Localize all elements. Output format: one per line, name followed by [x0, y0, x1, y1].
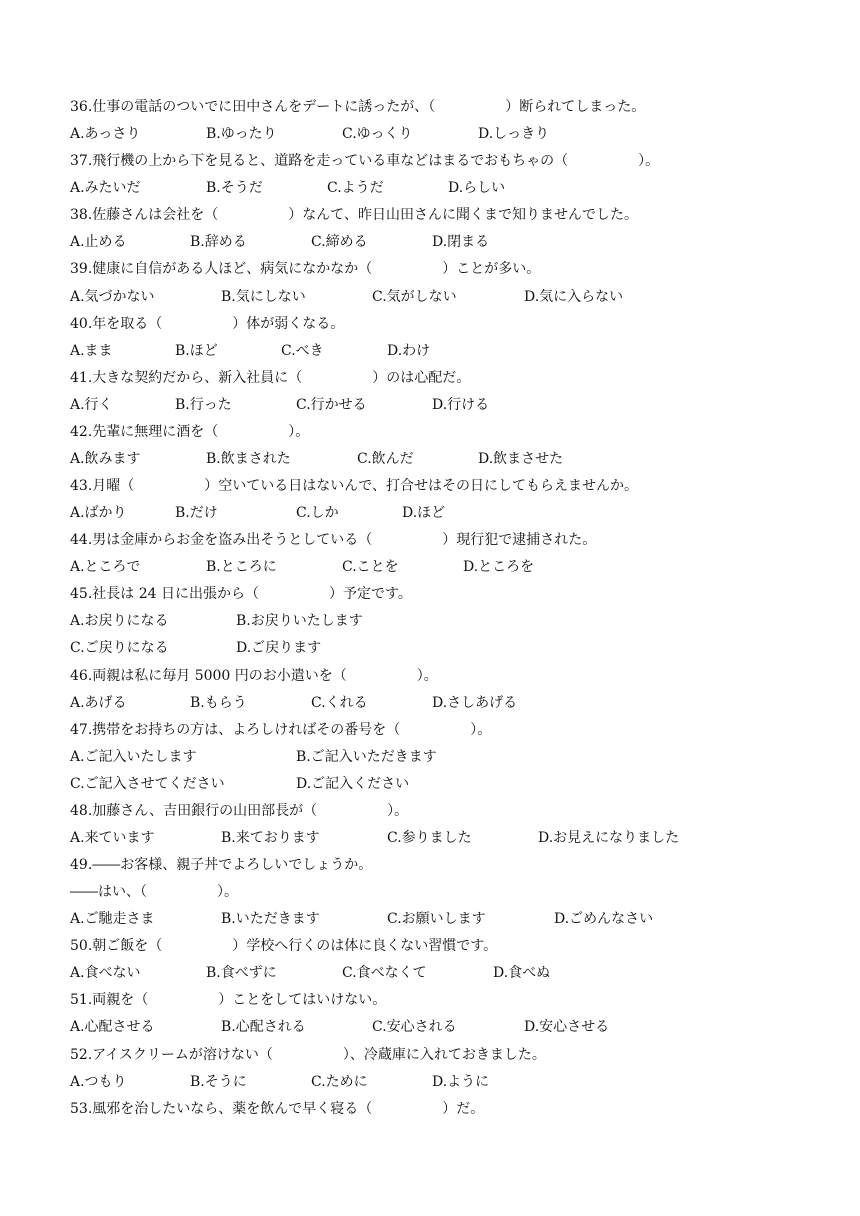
answer-option: A.ばかり: [70, 505, 127, 522]
answer-option: C.安心される: [372, 1019, 457, 1036]
answer-option: A.来ています: [70, 829, 155, 846]
answer-option: C.ゆっくり: [342, 126, 413, 143]
answer-option: B.心配される: [221, 1019, 306, 1036]
answer-option: B.辞める: [190, 234, 247, 251]
answer-option: C.ご記入させてください: [70, 775, 225, 792]
answer-option: A.ご記入いたします: [70, 748, 197, 765]
answer-option: D.わけ: [387, 342, 431, 359]
question-text: 53.風邪を治したいなら、薬を飲んで早く寝る（ ）だ。: [70, 1100, 485, 1117]
answer-option: B.ほど: [175, 342, 218, 359]
answer-option: B.そうだ: [206, 180, 263, 197]
question-text: 50.朝ご飯を（ ）学校へ行くのは体に良くない習慣です。: [70, 938, 498, 955]
question-text: 42.先輩に無理に酒を（ ）。: [70, 423, 310, 440]
answer-option: B.そうに: [190, 1073, 247, 1090]
question-text: 51.両親を（ ）ことをしてはいけない。: [70, 992, 387, 1009]
answer-option: D.気に入らない: [524, 288, 624, 305]
answer-option: B.お戻りいたします: [236, 613, 363, 630]
answer-option: A.心配させる: [70, 1019, 155, 1036]
answer-option: B.飲まされた: [206, 450, 291, 467]
answer-option: A.みたいだ: [70, 180, 141, 197]
answer-option: C.食べなくて: [342, 965, 427, 982]
question-text: 40.年を取る（ ）体が弱くなる。: [70, 315, 345, 332]
answer-option: A.ところで: [70, 559, 141, 576]
answer-option: A.飲みます: [70, 450, 141, 467]
answer-option: C.ご戻りになる: [70, 640, 169, 657]
answer-option: D.閉まる: [432, 234, 490, 251]
answer-option: B.だけ: [175, 505, 218, 522]
answer-option: D.飲まさせた: [478, 450, 564, 467]
question-text: 37.飛行機の上から下を見ると、道路を走っている車などはまるでおもちゃの（ ）。: [70, 153, 660, 170]
question-text: 49.――お客様、親子丼でよろしいでしょうか。: [70, 857, 373, 873]
answer-option: C.気がしない: [372, 288, 457, 305]
answer-option: D.ごめんなさい: [554, 911, 654, 928]
answer-option: D.らしい: [448, 180, 506, 197]
answer-option: C.行かせる: [296, 396, 367, 413]
answer-option: D.安心させる: [524, 1019, 610, 1036]
answer-option: D.ように: [432, 1073, 490, 1090]
answer-option: B.食べずに: [206, 965, 277, 982]
answer-option: D.ご戻ります: [236, 640, 322, 657]
answer-option: C.参りました: [387, 829, 472, 846]
question-text: 39.健康に自信がある人ほど、病気になかなか（ ）ことが多い。: [70, 261, 541, 278]
answer-option: A.行く: [70, 396, 113, 413]
answer-option: A.あっさり: [70, 126, 141, 143]
answer-option: C.飲んだ: [357, 450, 414, 467]
answer-option: C.お願いします: [387, 911, 486, 928]
answer-option: D.お見えになりました: [538, 829, 680, 846]
answer-option: B.来ております: [221, 829, 320, 846]
answer-option: C.しか: [296, 505, 339, 522]
answer-option: C.ようだ: [327, 180, 384, 197]
answer-option: D.さしあげる: [432, 694, 518, 711]
answer-option: B.もらう: [190, 694, 247, 711]
answer-option: A.つもり: [70, 1073, 127, 1090]
question-text: 47.携帯をお持ちの方は、よろしければその番号を（ ）。: [70, 721, 492, 738]
question-text: 52.アイスクリームが溶けない（ ）、冷蔵庫に入れておきました。: [70, 1046, 546, 1063]
answer-option: D.ほど: [402, 505, 446, 522]
answer-option: D.ご記入ください: [296, 775, 410, 792]
answer-option: C.ために: [311, 1073, 368, 1090]
question-text: 46.両親は私に毎月 5000 円のお小遣いを（ ）。: [70, 667, 438, 684]
answer-option: D.食べぬ: [493, 965, 551, 982]
answer-option: C.ことを: [342, 559, 399, 576]
answer-option: A.食べない: [70, 965, 141, 982]
question-text: 44.男は金庫からお金を盗み出そうとしている（ ）現行犯で逮捕された。: [70, 532, 597, 549]
answer-option: B.いただきます: [221, 911, 320, 928]
answer-option: B.気にしない: [221, 288, 306, 305]
question-text: 41.大きな契約だから、新入社員に（ ）のは心配だ。: [70, 369, 471, 386]
question-text: 38.佐藤さんは会社を（ ）なんて、昨日山田さんに聞くまで知りませんでした。: [70, 207, 638, 224]
answer-option: B.ゆったり: [206, 126, 277, 143]
answer-option: D.ところを: [463, 559, 535, 576]
answer-option: A.ご馳走さま: [70, 911, 155, 928]
question-text: ――はい、（ ）。: [70, 884, 238, 900]
answer-option: A.気づかない: [70, 288, 155, 305]
answer-option: C.締める: [311, 234, 368, 251]
answer-option: C.べき: [281, 342, 324, 359]
answer-option: B.行った: [175, 396, 232, 413]
answer-option: A.まま: [70, 342, 113, 359]
answer-option: D.しっきり: [478, 126, 550, 143]
answer-option: A.お戻りになる: [70, 613, 169, 630]
question-text: 36.仕事の電話のついでに田中さんをデートに誘ったが、（ ）断られてしまった。: [70, 99, 646, 115]
question-text: 43.月曜（ ）空いている日はないんで、打合せはその日にしてもらえませんか。: [70, 478, 638, 494]
answer-option: B.ご記入いただきます: [296, 748, 437, 765]
answer-option: D.行ける: [432, 396, 490, 413]
answer-option: A.あげる: [70, 694, 127, 711]
question-text: 48.加藤さん、吉田銀行の山田部長が（ ）。: [70, 802, 409, 819]
question-text: 45.社長は 24 日に出張から（ ）予定です。: [70, 586, 412, 603]
answer-option: A.止める: [70, 234, 127, 251]
answer-option: B.ところに: [206, 559, 277, 576]
answer-option: C.くれる: [311, 694, 368, 711]
